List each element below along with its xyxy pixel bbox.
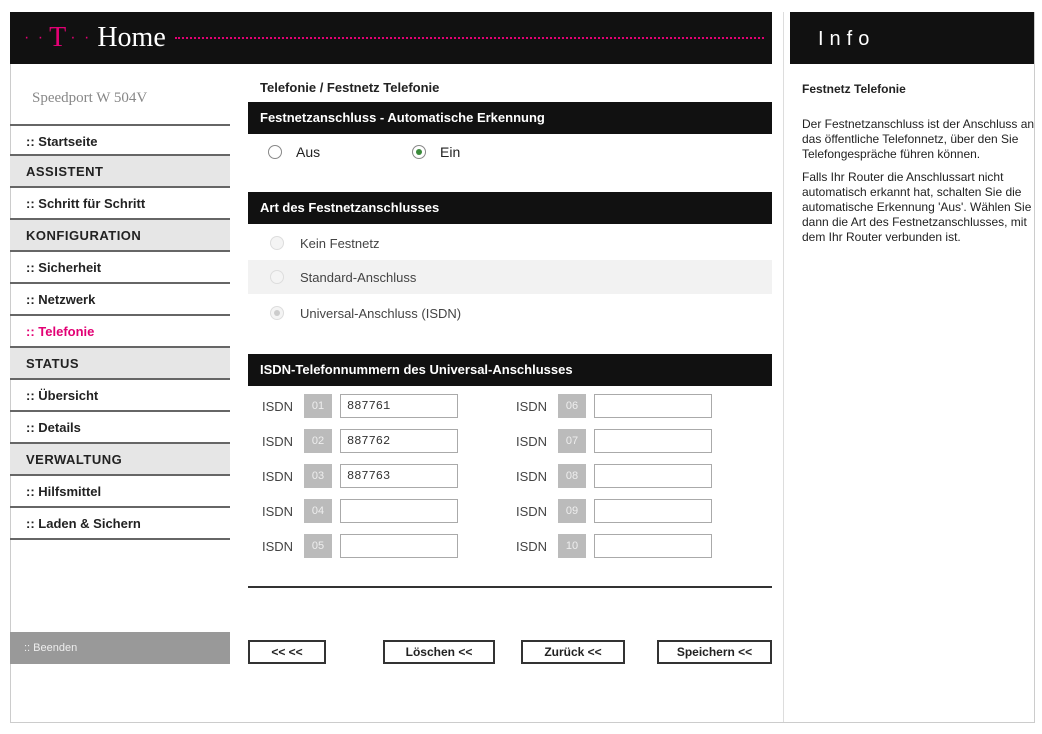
sidebar-item-schritt-für-schritt[interactable]: :: Schritt für Schritt	[10, 188, 230, 220]
isdn-label: ISDN	[516, 468, 548, 484]
radio-aus-label: Aus	[296, 144, 321, 160]
isdn-label: ISDN	[516, 433, 548, 449]
radio-standard-icon	[270, 270, 284, 284]
isdn-label: ISDN	[262, 468, 294, 484]
option-universal-anschluss	[248, 296, 772, 330]
isdn-number-input-07[interactable]	[594, 429, 712, 453]
isdn-number-input-08[interactable]	[594, 464, 712, 488]
isdn-number-input-05[interactable]	[340, 534, 458, 558]
isdn-index-badge: 08	[558, 464, 586, 488]
isdn-index-badge: 10	[558, 534, 586, 558]
sidebar-item-übersicht[interactable]: :: Übersicht	[10, 380, 230, 412]
isdn-index-badge: 07	[558, 429, 586, 453]
option-standard-anschluss	[248, 260, 772, 294]
isdn-number-input-09[interactable]	[594, 499, 712, 523]
header-bar	[10, 12, 772, 64]
sidebar-item-hilfsmittel[interactable]: :: Hilfsmittel	[10, 476, 230, 508]
info-header-bar	[790, 12, 1034, 64]
delete-button[interactable]: Löschen <<	[383, 640, 495, 664]
isdn-row-03	[262, 464, 458, 488]
section-connection-type-header: Art des Festnetzanschlusses	[248, 192, 772, 224]
sidebar-item-netzwerk[interactable]: :: Netzwerk	[10, 284, 230, 316]
isdn-row-07	[516, 429, 712, 453]
isdn-number-input-04[interactable]	[340, 499, 458, 523]
isdn-index-badge: 01	[304, 394, 332, 418]
info-paragraph-2: Falls Ihr Router die Anschlussart nicht automatisch erkannt hat, schalten Sie die automatische Erkennung 'Aus'. Wählen Sie dann die Art des Festnetzanschlusses, mit dem Ihr Router verbunden ist.	[802, 170, 1032, 244]
isdn-row-06	[516, 394, 712, 418]
breadcrumb: Telefonie / Festnetz Telefonie	[260, 80, 440, 95]
isdn-index-badge: 09	[558, 499, 586, 523]
isdn-number-input-10[interactable]	[594, 534, 712, 558]
sidebar-item-startseite[interactable]: :: Startseite	[10, 124, 230, 156]
isdn-row-08	[516, 464, 712, 488]
radio-option-aus[interactable]	[268, 144, 320, 160]
isdn-number-input-06[interactable]	[594, 394, 712, 418]
info-title: Info	[818, 28, 876, 50]
sidebar-item-laden-sichern[interactable]: :: Laden & Sichern	[10, 508, 230, 540]
sidebar-item-details[interactable]: :: Details	[10, 412, 230, 444]
isdn-label: ISDN	[516, 503, 548, 519]
bottom-divider	[248, 586, 772, 588]
isdn-label: ISDN	[262, 433, 294, 449]
option-label: Universal-Anschluss (ISDN)	[300, 305, 462, 321]
sidebar-section-assistent: ASSISTENT	[10, 156, 230, 188]
info-panel	[802, 82, 1036, 253]
radio-aus-icon[interactable]	[268, 145, 282, 159]
isdn-row-10	[516, 534, 712, 558]
section-auto-detect-header: Festnetzanschluss - Automatische Erkennung	[248, 102, 772, 134]
return-button[interactable]: Zurück <<	[521, 640, 625, 664]
logo-dots: · ·	[70, 29, 92, 46]
sidebar-item-sicherheit[interactable]: :: Sicherheit	[10, 252, 230, 284]
isdn-row-09	[516, 499, 712, 523]
radio-option-ein[interactable]	[412, 144, 460, 160]
radio-kein-festnetz-icon	[270, 236, 284, 250]
radio-ein-label: Ein	[440, 144, 461, 160]
radio-universal-icon	[270, 306, 284, 320]
logo-dots: · ·	[24, 29, 46, 46]
isdn-row-05	[262, 534, 458, 558]
isdn-row-02	[262, 429, 458, 453]
isdn-index-badge: 02	[304, 429, 332, 453]
isdn-row-04	[262, 499, 458, 523]
isdn-row-01	[262, 394, 458, 418]
isdn-label: ISDN	[262, 538, 294, 554]
info-heading: Festnetz Telefonie	[802, 82, 906, 96]
sidebar-section-konfiguration: KONFIGURATION	[10, 220, 230, 252]
isdn-number-input-01[interactable]	[340, 394, 458, 418]
logout-button[interactable]: :: Beenden	[10, 632, 230, 664]
save-button[interactable]: Speichern <<	[657, 640, 772, 664]
header-dotted-line	[175, 37, 764, 39]
isdn-index-badge: 04	[304, 499, 332, 523]
header-title: Home	[97, 22, 166, 53]
device-name: Speedport W 504V	[32, 90, 148, 106]
sidebar-section-status: STATUS	[10, 348, 230, 380]
section-isdn-header: ISDN-Telefonnummern des Universal-Anschlusses	[248, 354, 772, 386]
frame-border-bottom	[10, 722, 1035, 723]
sidebar-section-verwaltung: VERWALTUNG	[10, 444, 230, 476]
t-logo-icon: T	[49, 22, 67, 53]
isdn-index-badge: 06	[558, 394, 586, 418]
isdn-label: ISDN	[516, 398, 548, 414]
isdn-number-input-02[interactable]	[340, 429, 458, 453]
isdn-number-input-03[interactable]	[340, 464, 458, 488]
back-button[interactable]: << <<	[248, 640, 326, 664]
panel-divider	[783, 12, 784, 722]
isdn-index-badge: 05	[304, 534, 332, 558]
radio-ein-icon[interactable]	[412, 145, 426, 159]
option-label: Kein Festnetz	[300, 235, 380, 251]
isdn-index-badge: 03	[304, 464, 332, 488]
isdn-label: ISDN	[516, 538, 548, 554]
info-paragraph-1: Der Festnetzanschluss ist der Anschluss an das öffentliche Telefonnetz, über den Sie Telefongespräche führen können.	[802, 117, 1035, 161]
sidebar	[10, 64, 230, 540]
option-label: Standard-Anschluss	[300, 269, 417, 285]
option-kein-festnetz	[248, 226, 772, 260]
sidebar-nav	[10, 124, 230, 540]
isdn-label: ISDN	[262, 398, 294, 414]
telekom-logo[interactable]	[24, 22, 176, 54]
isdn-label: ISDN	[262, 503, 294, 519]
sidebar-item-telefonie[interactable]: :: Telefonie	[10, 316, 230, 348]
